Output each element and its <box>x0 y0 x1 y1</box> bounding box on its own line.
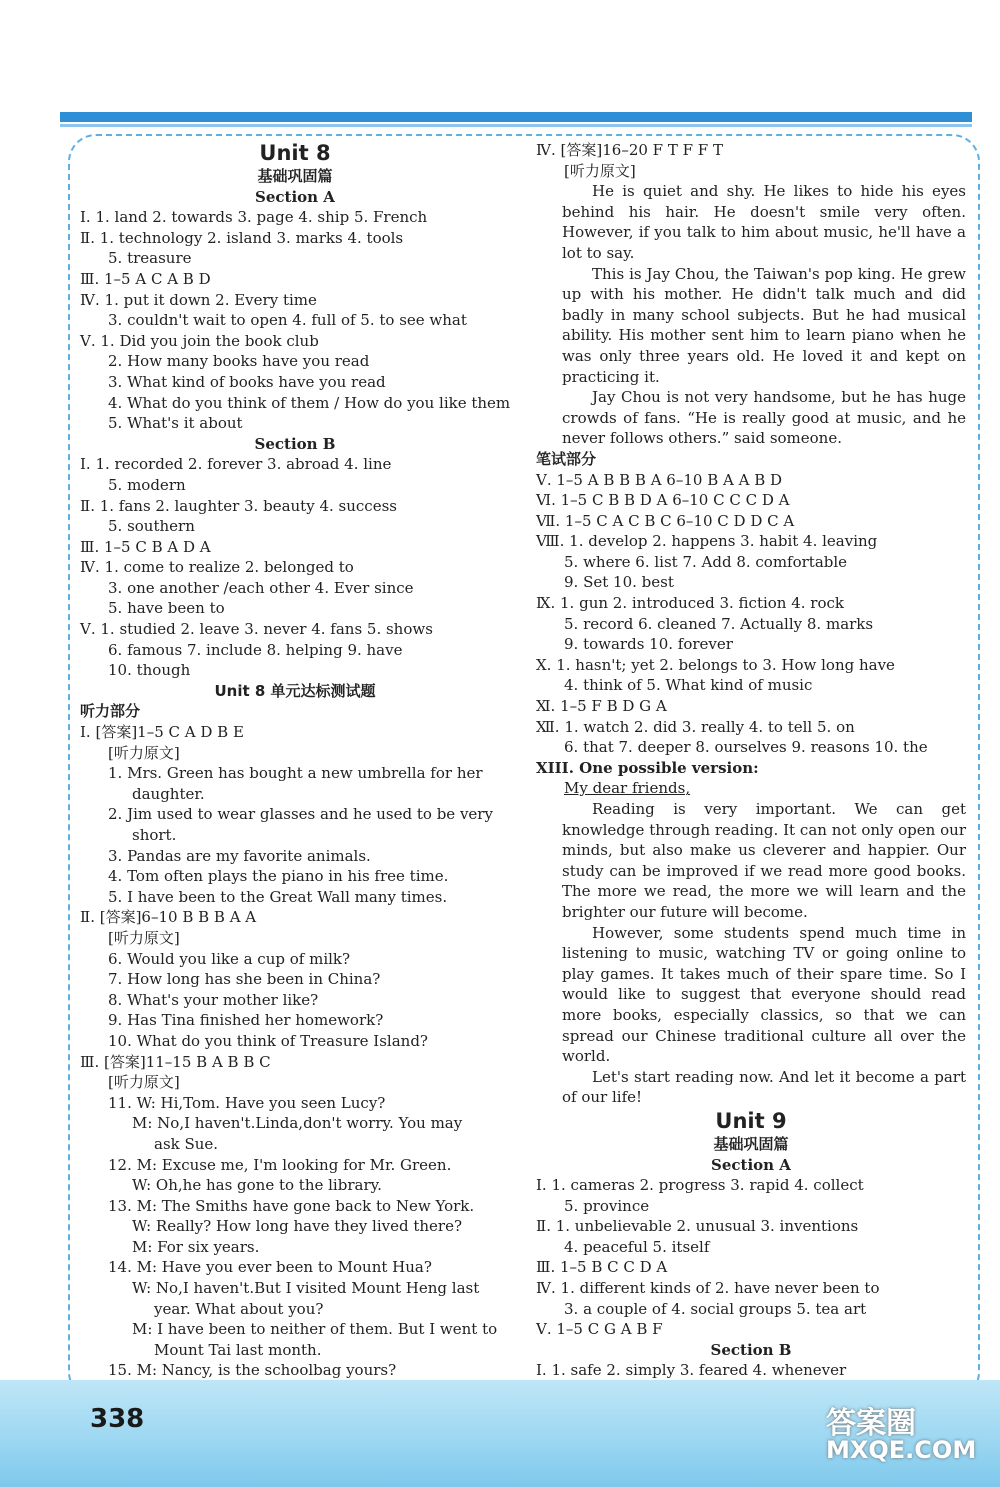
left-line: 听力部分 <box>80 702 141 721</box>
left-line: 1. Mrs. Green has bought a new umbrella for her <box>108 764 483 783</box>
left-line: Ⅲ. 1–5 C B A D A <box>80 537 211 556</box>
right-line: Ⅴ. 1–5 A B B B A 6–10 B A A B D <box>536 470 783 489</box>
left-line: Unit 8 单元达标测试题 <box>214 681 376 700</box>
left-line: 3. What kind of books have you read <box>108 372 386 391</box>
right-line: This is Jay Chou, the Taiwan's pop king. He grew up with his mother. He didn't talk much and did badly in many school subjects. But he had musical ability. His mother sent him to learn piano when he was only three years old. He loved it and kept on practicing it. <box>562 264 966 386</box>
left-line: W: Oh,he has gone to the library. <box>132 1176 382 1195</box>
left-line: W: No,I haven't.But I visited Mount Heng last <box>132 1279 480 1298</box>
right-line: 5. province <box>564 1196 650 1215</box>
left-line: 基础巩固篇 <box>257 167 333 185</box>
left-line: [听力原文] <box>108 928 180 947</box>
left-line: 2. Jim used to wear glasses and he used to be very <box>108 805 493 824</box>
left-line: 3. couldn't wait to open 4. full of 5. to see what <box>108 311 467 330</box>
left-line: Ⅰ. [答案]1–5 C A D B E <box>80 723 244 742</box>
left-line: 2. How many books have you read <box>108 352 370 371</box>
left-line: 13. M: The Smiths have gone back to New York. <box>108 1196 475 1215</box>
right-line: Ⅳ. 1. different kinds of 2. have never been to <box>536 1279 880 1298</box>
right-line: Section B <box>710 1340 792 1359</box>
left-line: 4. What do you think of them / How do you like them <box>108 393 511 412</box>
left-line: 10. What do you think of Treasure Island? <box>108 1031 428 1050</box>
left-line: 10. though <box>108 661 191 680</box>
right-line: Ⅶ. 1–5 C A C B C 6–10 C D D C A <box>536 511 795 530</box>
right-line: Ⅰ. 1. cameras 2. progress 3. rapid 4. collect <box>536 1176 864 1195</box>
right-line: Ⅱ. 1. unbelievable 2. unusual 3. inventions <box>536 1217 859 1236</box>
left-line: 5. southern <box>108 517 195 536</box>
left-line: Section A <box>255 187 335 206</box>
left-line: 3. Pandas are my favorite animals. <box>108 846 371 865</box>
right-line: Unit 9 <box>715 1108 787 1133</box>
left-line: 15. M: Nancy, is the schoolbag yours? <box>108 1361 397 1380</box>
right-line: 5. where 6. list 7. Add 8. comfortable <box>564 552 848 571</box>
left-line: ask Sue. <box>154 1134 219 1153</box>
left-line: M: No,I haven't.Linda,don't worry. You may <box>132 1114 463 1133</box>
left-line: 14. M: Have you ever been to Mount Hua? <box>108 1258 432 1277</box>
right-line: 笔试部分 <box>536 449 597 468</box>
left-line: 6. Would you like a cup of milk? <box>108 949 351 968</box>
left-line: [听力原文] <box>108 743 180 762</box>
left-line: 12. M: Excuse me, I'm looking for Mr. Green. <box>108 1155 452 1174</box>
right-line: Ⅳ. [答案]16–20 F T F F T <box>536 141 723 159</box>
right-line: 4. think of 5. What kind of music <box>564 676 813 695</box>
left-line: year. What about you? <box>154 1299 324 1318</box>
left-line: Ⅳ. 1. come to realize 2. belonged to <box>80 558 354 577</box>
right-line: 4. peaceful 5. itself <box>564 1237 710 1256</box>
right-line: Ⅷ. 1. develop 2. happens 3. habit 4. leaving <box>536 532 878 551</box>
left-line: 5. What's it about <box>108 414 243 433</box>
header-bar-thin <box>60 124 972 127</box>
right-line: Let's start reading now. And let it become a part of our life! <box>562 1067 966 1107</box>
left-line: daughter. <box>132 784 205 803</box>
left-line: 6. famous 7. include 8. helping 9. have <box>108 640 403 659</box>
left-line: Ⅴ. 1. Did you join the book club <box>80 331 319 350</box>
right-line: 基础巩固篇 <box>713 1134 789 1153</box>
left-line: Ⅳ. 1. put it down 2. Every time <box>80 290 317 309</box>
left-line: W: Really? How long have they lived there? <box>132 1217 463 1236</box>
right-line: Ⅰ. 1. safe 2. simply 3. feared 4. whenever <box>536 1361 847 1380</box>
right-line: He is quiet and shy. He likes to hide his eyes behind his hair. He doesn't smile very often. However, if you talk to him about music, he'll have a lot to say. <box>562 182 966 262</box>
right-line: However, some students spend much time in listening to music, watching TV or going online to play games. It takes much of their spare time. So I would like to suggest that everyone should read more books, especially classics, so that we can spread our Chinese traditional culture all over the world. <box>562 923 966 1066</box>
left-line: Ⅰ. 1. recorded 2. forever 3. abroad 4. line <box>80 455 392 474</box>
right-line: Reading is very important. We can get knowledge through reading. It can not only open our minds, but also make us cleverer and happier. Our study can be improved if we read more good books. The more we read, the more we will learn and the brighter our future will become. <box>562 800 966 921</box>
left-line: M: I have been to neither of them. But I went to <box>132 1320 498 1339</box>
left-line: 11. W: Hi,Tom. Have you seen Lucy? <box>108 1093 386 1112</box>
left-line: [听力原文] <box>108 1073 180 1092</box>
watermark-logo: 答案圈 <box>826 1406 916 1441</box>
right-line: Ⅸ. 1. gun 2. introduced 3. fiction 4. rock <box>536 594 844 613</box>
left-line: Section B <box>254 434 336 453</box>
right-line: XIII. One possible version: <box>536 758 759 777</box>
left-line: Ⅴ. 1. studied 2. leave 3. never 4. fans 5. shows <box>80 620 433 639</box>
left-line: 5. treasure <box>108 249 192 268</box>
right-line: [听力原文] <box>564 161 636 180</box>
left-line: 4. Tom often plays the piano in his free time. <box>108 867 449 886</box>
left-line: short. <box>132 826 177 844</box>
left-line: Ⅲ. 1–5 A C A B D <box>80 269 211 288</box>
right-line: 9. towards 10. forever <box>564 635 733 654</box>
right-line: Ⅴ. 1–5 C G A B F <box>536 1320 663 1339</box>
left-line: 5. I have been to the Great Wall many times. <box>108 887 448 906</box>
left-line: Mount Tai last month. <box>154 1340 322 1359</box>
left-line: Ⅲ. [答案]11–15 B A B B C <box>80 1052 271 1071</box>
left-line: Unit 8 <box>259 141 331 165</box>
right-line: Ⅻ. 1. watch 2. did 3. really 4. to tell 5. on <box>536 717 855 736</box>
left-line: 9. Has Tina finished her homework? <box>108 1011 384 1030</box>
left-line: Ⅱ. [答案]6–10 B B B A A <box>80 908 257 927</box>
watermark-url: MXQE.COM <box>826 1436 977 1464</box>
right-line: 5. record 6. cleaned 7. Actually 8. marks <box>564 614 874 633</box>
right-line: Ⅵ. 1–5 C B B D A 6–10 C C C D A <box>536 491 790 510</box>
left-line: 8. What's your mother like? <box>108 990 319 1009</box>
left-line: Ⅱ. 1. technology 2. island 3. marks 4. tools <box>80 228 404 247</box>
right-line: 3. a couple of 4. social groups 5. tea art <box>564 1299 867 1318</box>
left-line: 7. How long has she been in China? <box>108 970 381 989</box>
left-column <box>80 140 510 1422</box>
right-line: Ⅲ. 1–5 B C C D A <box>536 1258 668 1277</box>
right-line: 6. that 7. deeper 8. ourselves 9. reasons 10. the <box>564 738 928 757</box>
left-line: 3. one another /each other 4. Ever since <box>108 578 414 597</box>
left-line: 5. modern <box>108 475 186 494</box>
right-line: My dear friends, <box>564 779 691 798</box>
right-line: Jay Chou is not very handsome, but he has huge crowds of fans. “He is really good at music, and he never follows others.” said someone. <box>562 388 966 448</box>
left-line: Ⅰ. 1. land 2. towards 3. page 4. ship 5. French <box>80 208 428 227</box>
header-bar <box>60 112 972 122</box>
right-line: Ⅺ. 1–5 F B D G A <box>536 697 667 716</box>
left-line: 5. have been to <box>108 599 225 618</box>
page-number: 338 <box>90 1404 145 1434</box>
left-line: M: For six years. <box>132 1237 260 1256</box>
right-line: Ⅹ. 1. hasn't; yet 2. belongs to 3. How long have <box>536 655 895 674</box>
left-line: Ⅱ. 1. fans 2. laughter 3. beauty 4. success <box>80 496 397 515</box>
right-line: Section A <box>711 1155 791 1174</box>
right-column <box>536 140 966 1402</box>
right-line: 9. Set 10. best <box>564 573 674 592</box>
